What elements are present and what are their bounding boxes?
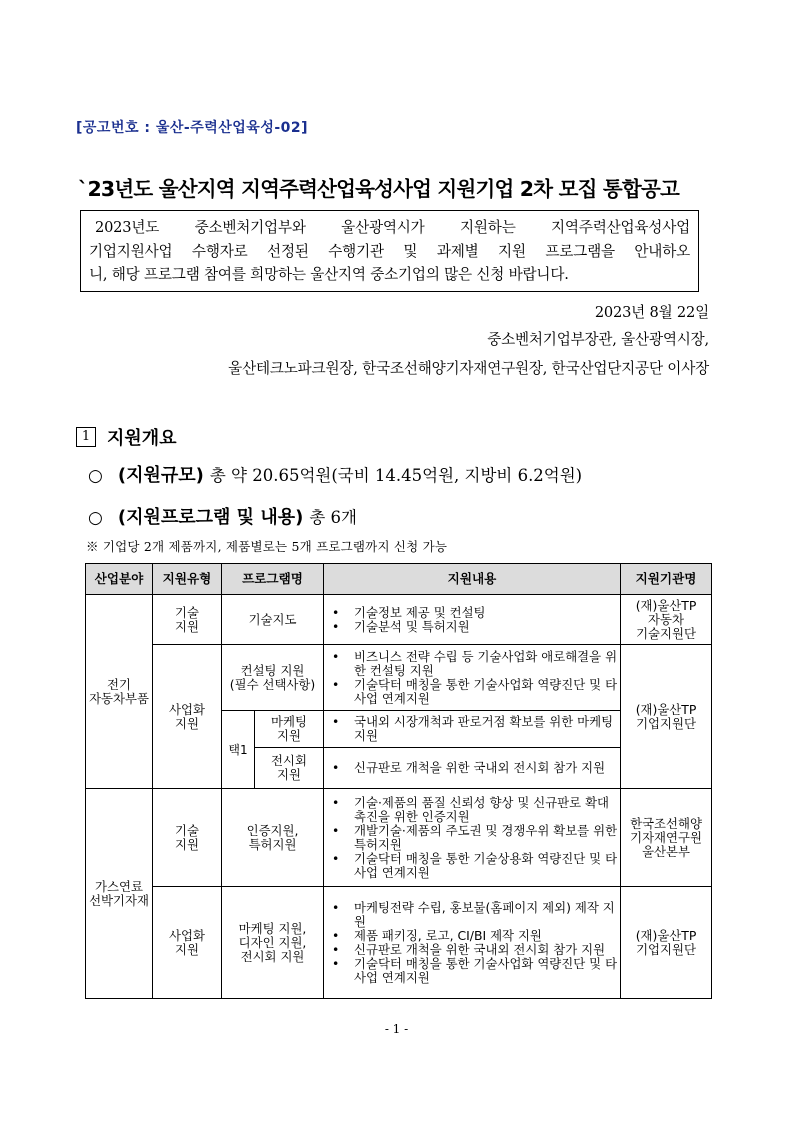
table-row xyxy=(86,789,712,887)
type-text: 지원 xyxy=(175,836,199,852)
list-item: • 기술닥터 매칭을 통한 기술사업화 역량진단 및 타사업 연계지원 xyxy=(330,957,620,985)
agency-text: 기술지원단 xyxy=(636,625,696,641)
table-header-row xyxy=(86,564,712,595)
program-cell xyxy=(222,645,324,711)
header-field: 산업분야 xyxy=(86,564,153,595)
list-item: • 개발기술·제품의 주도권 및 경쟁우위 확보를 위한 특허지원 xyxy=(330,824,620,852)
agency-text: 한국조선해양 xyxy=(630,815,702,831)
agency-cell xyxy=(621,645,712,789)
list-item: • 기술닥터 매칭을 통한 기술사업화 역량진단 및 타사업 연계지원 xyxy=(330,678,620,706)
type-text: 기술 xyxy=(175,604,199,620)
circle-bullet-icon: ○ xyxy=(88,508,103,528)
select-one-cell: 택1 xyxy=(222,711,255,789)
content-cell xyxy=(324,645,621,711)
bullet-support-programs xyxy=(88,503,357,529)
field-text: 가스연료 xyxy=(95,878,143,894)
section-heading xyxy=(76,424,177,450)
field-text: 자동차부품 xyxy=(89,690,149,706)
program-text: 특허지원 xyxy=(248,836,297,852)
agency-cell xyxy=(621,789,712,887)
bullet-label: (지원규모) xyxy=(117,465,204,486)
bullet-text: 총 약 20.65억원(국비 14.45억원, 지방비 6.2억원) xyxy=(209,466,583,485)
table-row xyxy=(86,595,712,645)
content-cell xyxy=(324,711,621,748)
content-cell xyxy=(324,789,621,887)
program-text: 기술지도 xyxy=(248,611,297,627)
agency-text: (재)울산TP xyxy=(635,927,697,943)
list-item: • 제품 패키징, 로고, CI/BI 제작 지원 xyxy=(330,929,620,943)
list-item: • 기술·제품의 품질 신뢰성 향상 및 신규판로 확대 촉진을 위한 인증지원 xyxy=(330,796,620,824)
type-text: 지원 xyxy=(175,715,199,731)
header-agency: 지원기관명 xyxy=(621,564,712,595)
page-title: `23년도 울산지역 지역주력산업육성사업 지원기업 2차 모집 통합공고 xyxy=(78,177,679,201)
intro-line: 니, 해당 프로그램 참여를 희망하는 울산지역 중소기업의 많은 신청 바랍니다. xyxy=(89,266,569,283)
header-program: 프로그램명 xyxy=(222,564,324,595)
program-text: 마케팅 xyxy=(271,714,307,729)
section-title: 지원개요 xyxy=(107,428,177,449)
content-cell xyxy=(324,595,621,645)
program-text: 전시회 지원 xyxy=(240,948,305,964)
header-type: 지원유형 xyxy=(153,564,222,595)
program-cell xyxy=(255,711,324,748)
notice-number: [공고번호 : 울산-주력산업육성-02] xyxy=(76,120,309,136)
program-cell xyxy=(222,789,324,887)
intro-line: 기업지원사업 수행자로 선정된 수행기관 및 과제별 지원 프로그램을 안내하오 xyxy=(89,242,690,260)
agency-text: (재)울산TP xyxy=(635,701,697,717)
agency-text: 기업지원단 xyxy=(636,715,696,731)
program-text: 디자인 지원, xyxy=(238,934,307,950)
program-cell xyxy=(255,748,324,789)
agency-text: 기업지원단 xyxy=(636,941,696,957)
intro-box xyxy=(80,210,699,292)
type-text: 지원 xyxy=(175,618,199,634)
list-item: • 비즈니스 전략 수립 등 기술사업화 애로해결을 위한 컨설팅 지원 xyxy=(330,650,620,678)
program-table xyxy=(85,563,712,999)
field-text: 선박기자재 xyxy=(89,892,149,908)
bullet-label: (지원프로그램 및 내용) xyxy=(117,507,304,528)
bullet-text: 총 6개 xyxy=(309,508,357,527)
agency-text: (재)울산TP xyxy=(635,597,697,613)
section-number-box: 1 xyxy=(76,427,96,447)
agency-cell xyxy=(621,595,712,645)
agency-text: 자동차 xyxy=(648,611,684,627)
type-text: 기술 xyxy=(175,822,199,838)
type-text: 사업화 xyxy=(169,701,205,717)
type-text: 사업화 xyxy=(169,927,205,943)
list-item: • 신규판로 개척을 위한 국내외 전시회 참가 지원 xyxy=(330,943,620,957)
type-cell xyxy=(153,789,222,887)
program-cell xyxy=(222,887,324,999)
list-item: • 기술분석 및 특허지원 xyxy=(330,620,620,634)
program-cell xyxy=(222,595,324,645)
circle-bullet-icon: ○ xyxy=(88,466,103,486)
table-row xyxy=(86,887,712,999)
list-item: • 마케팅전략 수립, 홍보물(홈페이지 제외) 제작 지원 xyxy=(330,901,620,929)
bullet-support-scale xyxy=(88,461,582,487)
program-text: 전시회 xyxy=(271,753,307,768)
type-text: 지원 xyxy=(175,941,199,957)
program-text: 마케팅 지원, xyxy=(238,920,307,936)
field-text: 전기 xyxy=(107,676,131,692)
header-content: 지원내용 xyxy=(324,564,621,595)
type-cell xyxy=(153,595,222,645)
agency-text: 기자재연구원 xyxy=(630,829,702,845)
list-item: • 기술정보 제공 및 컨설팅 xyxy=(330,606,620,620)
list-item: • 기술닥터 매칭을 통한 기술상용화 역량진단 및 타사업 연계지원 xyxy=(330,852,620,880)
program-text: 인증지원, xyxy=(246,822,299,838)
list-item: • 신규판로 개척을 위한 국내외 전시회 참가 지원 xyxy=(330,761,620,775)
program-text: 컨설팅 지원 xyxy=(240,662,305,678)
program-text: 지원 xyxy=(277,767,301,782)
intro-line: 2023년도 중소벤처기업부와 울산광역시가 지원하는 지역주력산업육성사업 xyxy=(95,219,690,236)
application-note: ※ 기업당 2개 제품까지, 제품별로는 5개 프로그램까지 신청 가능 xyxy=(86,539,448,554)
program-text: (필수 선택사항) xyxy=(229,676,316,692)
issuer-line-1: 중소벤처기업부장관, 울산광역시장, xyxy=(487,331,709,348)
content-cell xyxy=(324,748,621,789)
issuer-line-2: 울산테크노파크원장, 한국조선해양기자재연구원장, 한국산업단지공단 이사장 xyxy=(228,360,709,377)
content-cell xyxy=(324,887,621,999)
list-item: • 국내외 시장개척과 판로거점 확보를 위한 마케팅 지원 xyxy=(330,715,620,743)
type-cell xyxy=(153,645,222,789)
program-text: 지원 xyxy=(277,728,301,743)
agency-cell xyxy=(621,887,712,999)
field-cell xyxy=(86,595,153,789)
type-cell xyxy=(153,887,222,999)
page-number: - 1 - xyxy=(384,1022,409,1036)
notice-date: 2023년 8월 22일 xyxy=(594,304,709,321)
field-cell xyxy=(86,789,153,999)
agency-text: 울산본부 xyxy=(642,843,690,859)
table-row xyxy=(86,645,712,711)
